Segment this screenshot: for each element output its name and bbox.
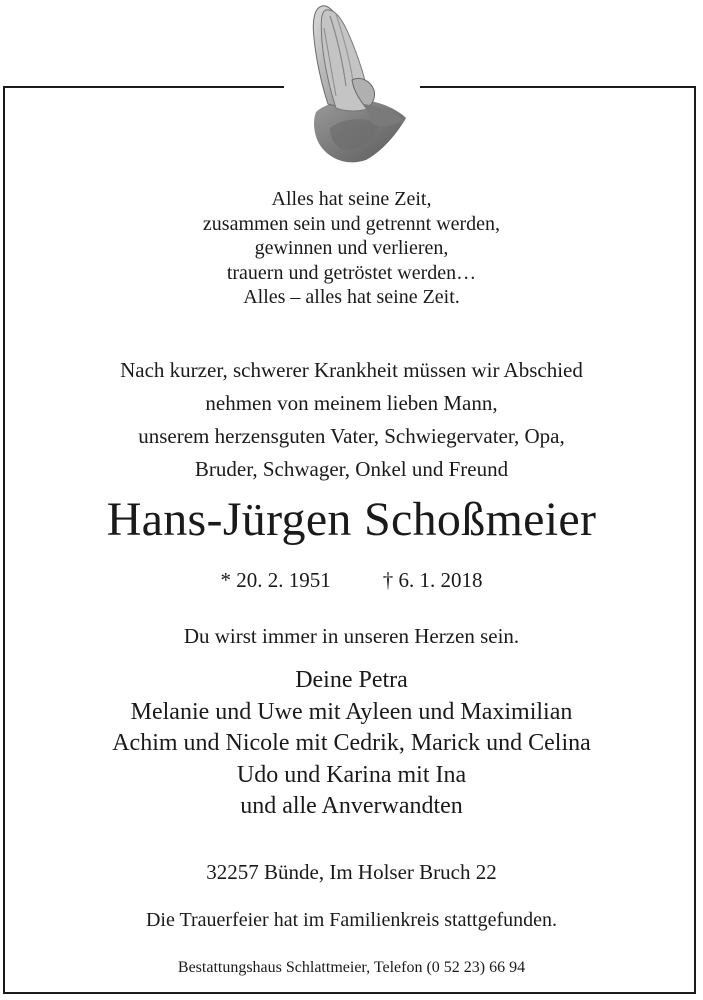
praying-hands-emblem [284,0,420,176]
motto: Du wirst immer in unseren Herzen sein. [183,624,520,648]
intro-line: unserem herzensguten Vater, Schwiegervater, Opa, [138,424,565,448]
mourners-list [0,665,703,823]
mourner-line: Udo und Karina mit Ina [236,761,467,788]
praying-hands-icon [294,0,410,172]
poem-line: zusammen sein und getrennt werden, [202,212,501,235]
poem-line: Alles hat seine Zeit, [271,188,432,210]
deceased-name: Hans-Jürgen Schoßmeier [106,493,597,546]
mourner-line: Melanie und Uwe mit Ayleen und Maximilian [130,698,573,725]
mourner-line: Achim und Nicole mit Cedrik, Marick und Celina [112,730,591,756]
poem-line: Alles – alles hat seine Zeit. [243,286,460,308]
poem-line: gewinnen und verlieren, [254,237,449,259]
intro-line: Nach kurzer, schwerer Krankheit müssen wir Abschied [120,358,583,382]
address: 32257 Bünde, Im Holser Bruch 22 [206,860,497,884]
intro-text [0,354,703,486]
life-dates [0,567,703,593]
mourner-line: Deine Petra [295,667,408,693]
poem [0,187,703,310]
ceremony-note: Die Trauerfeier hat im Familienkreis stattgefunden. [145,909,557,931]
intro-line: Bruder, Schwager, Onkel und Freund [194,457,509,481]
birth-date: * 20. 2. 1951 [220,568,331,592]
mourner-line: und alle Anverwandten [240,793,463,819]
intro-line: nehmen von meinem lieben Mann, [205,391,498,415]
undertaker-contact: Bestattungshaus Schlattmeier, Telefon (0 52 23) 66 94 [177,959,526,976]
death-date: † 6. 1. 2018 [382,568,483,592]
poem-line: trauern und getröstet werden… [226,261,477,284]
